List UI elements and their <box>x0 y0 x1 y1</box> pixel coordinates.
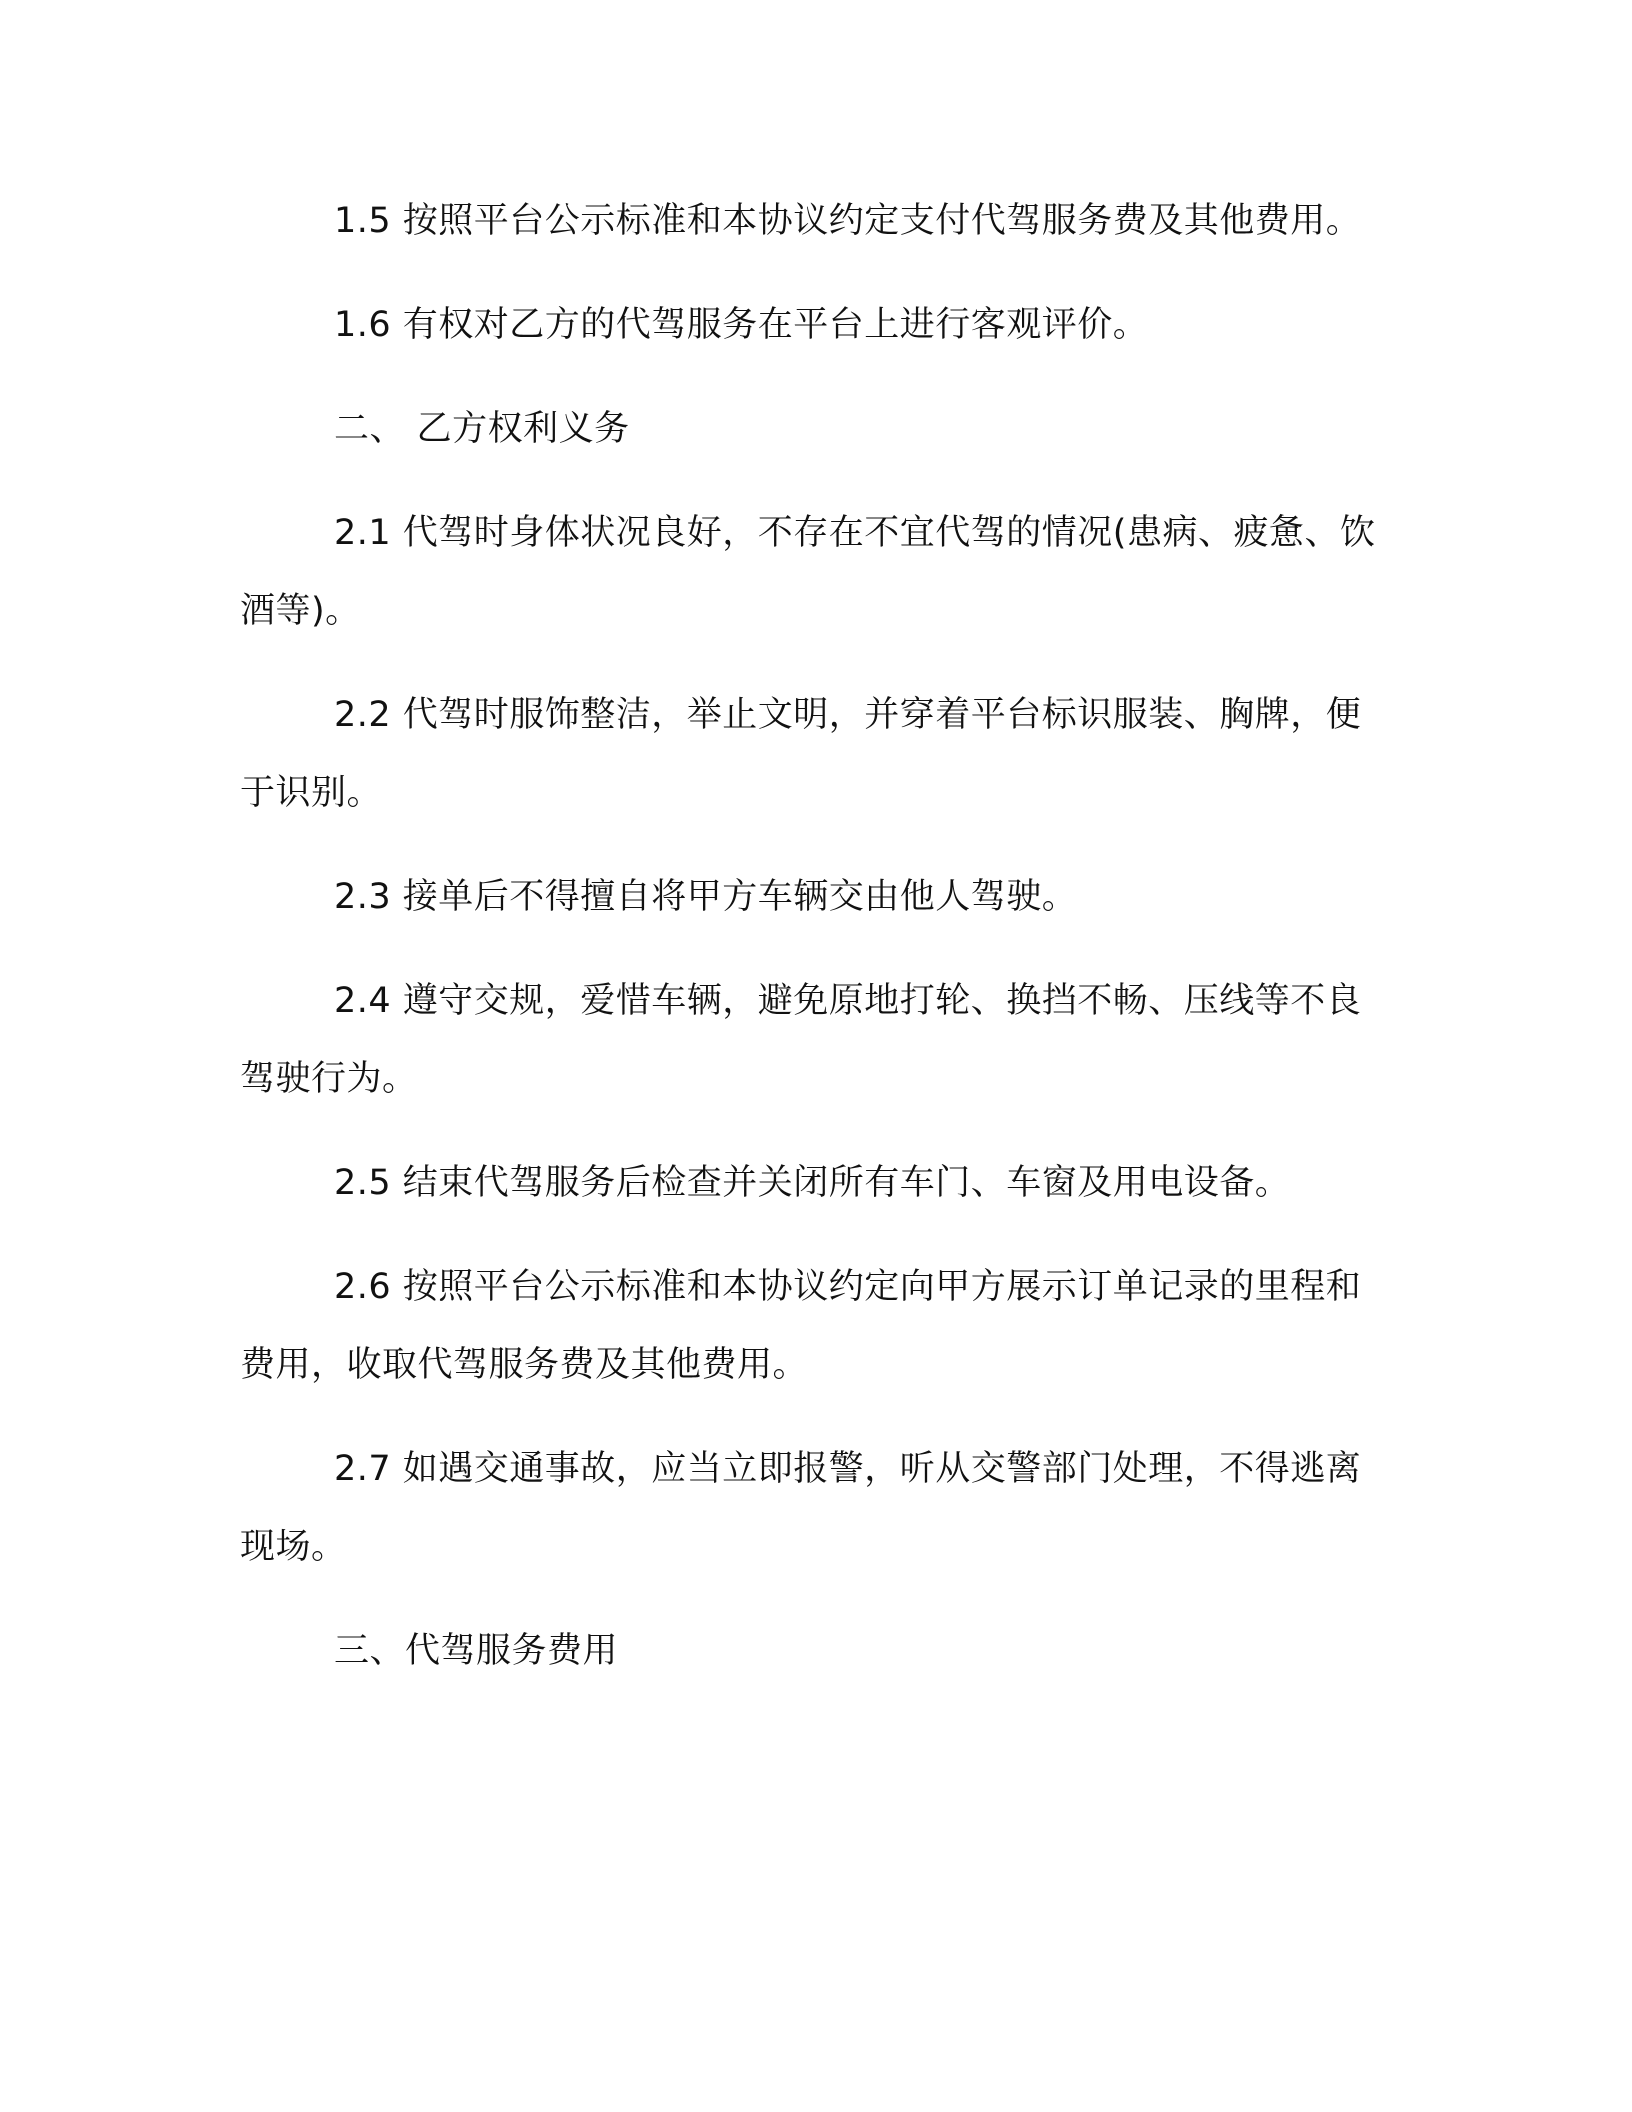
clause-2-1: 2.1 代驾时身体状况良好，不存在不宜代驾的情况(患病、疲惫、饮酒等)。 <box>240 513 1376 631</box>
document-body <box>240 182 1390 1690</box>
section-heading-3: 三、代驾服务费用 <box>334 1631 619 1671</box>
clause-2-7: 2.7 如遇交通事故，应当立即报警，听从交警部门处理，不得逃离现场。 <box>240 1449 1362 1567</box>
clause-2-2: 2.2 代驾时服饰整洁，举止文明，并穿着平台标识服装、胸牌，便于识别。 <box>240 695 1362 813</box>
clause-1-5: 1.5 按照平台公示标准和本协议约定支付代驾服务费及其他费用。 <box>334 201 1362 241</box>
clause-1-6: 1.6 有权对乙方的代驾服务在平台上进行客观评价。 <box>334 305 1149 345</box>
clause-2-3: 2.3 接单后不得擅自将甲方车辆交由他人驾驶。 <box>334 877 1078 917</box>
clause-2-5: 2.5 结束代驾服务后检查并关闭所有车门、车窗及用电设备。 <box>334 1163 1291 1203</box>
section-heading-2: 二、 乙方权利义务 <box>334 409 630 449</box>
clause-2-4: 2.4 遵守交规，爱惜车辆，避免原地打轮、换挡不畅、压线等不良驾驶行为。 <box>240 981 1362 1099</box>
clause-2-6: 2.6 按照平台公示标准和本协议约定向甲方展示订单记录的里程和费用，收取代驾服务费及其他费用。 <box>240 1267 1362 1385</box>
